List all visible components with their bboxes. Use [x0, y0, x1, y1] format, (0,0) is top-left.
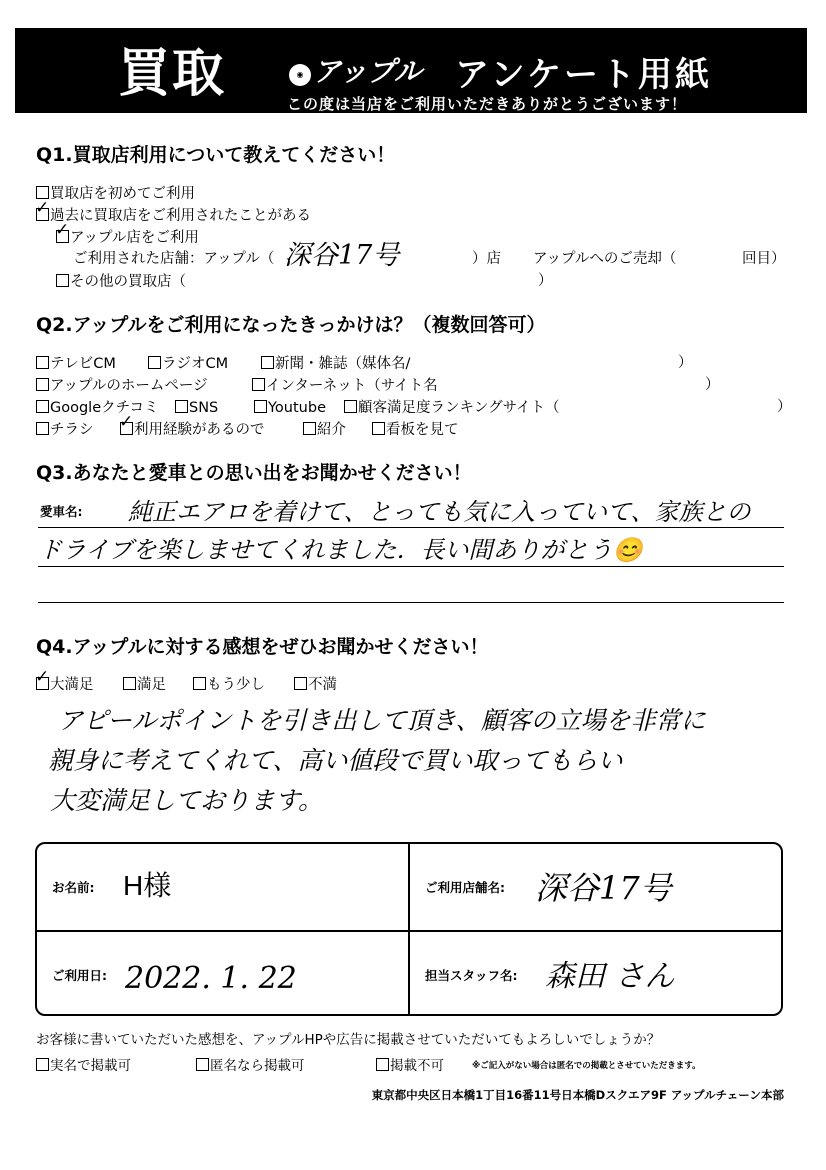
- store-name-label: ご利用店舗名:: [425, 880, 505, 895]
- kaitori-logo: 買取: [118, 44, 227, 104]
- q1-opt-apple[interactable]: ✓アップル店をご利用: [56, 230, 199, 246]
- apple-logo-icon: ◉: [289, 64, 311, 86]
- staff-value[interactable]: 森田 さん: [545, 959, 675, 994]
- paren-close: ）: [678, 355, 693, 371]
- q4-answer-line2[interactable]: 親身に考えてくれて、高い値段で買い取ってもらい: [48, 746, 623, 775]
- q2-opt-referral[interactable]: 紹介: [303, 422, 346, 438]
- consent-anonymous[interactable]: 匿名なら掲載可: [196, 1058, 305, 1074]
- checkbox[interactable]: [252, 378, 265, 391]
- table-divider-vertical: [408, 844, 410, 1014]
- form-subtitle: この度は当店をご利用いただきありがとうございます！: [287, 95, 688, 113]
- q2-opt-homepage[interactable]: アップルのホームページ: [36, 378, 208, 394]
- paren-close: ）: [705, 377, 720, 393]
- consent-note: ※ご記入がない場合は匿名での掲載とさせていただきます。: [472, 1061, 701, 1071]
- q4-title: Q4.アップルに対する感想をぜひお聞かせください！: [36, 636, 489, 658]
- q2-opt-google[interactable]: Googleクチコミ: [36, 400, 159, 416]
- q1-store-suffix: ）店: [472, 251, 501, 267]
- date-value[interactable]: 2022. 1. 22: [125, 961, 297, 996]
- checkbox[interactable]: [344, 400, 357, 413]
- q2-opt-youtube[interactable]: Youtube: [254, 400, 326, 416]
- q3-line2-rule: [38, 566, 784, 567]
- q4-opt-unsatisfied[interactable]: 不満: [294, 677, 337, 693]
- customer-info-table: [35, 842, 783, 1016]
- checkbox[interactable]: [261, 356, 274, 369]
- q2-opt-signboard[interactable]: 看板を見て: [372, 422, 459, 438]
- q3-answer-line2[interactable]: ドライブを楽しませてくれました．長い間ありがとう😊: [38, 536, 643, 564]
- checkbox[interactable]: [294, 677, 307, 690]
- q2-opt-ranking[interactable]: 顧客満足度ランキングサイト（: [344, 400, 560, 416]
- checkbox[interactable]: [56, 274, 69, 287]
- name-value[interactable]: H様: [123, 870, 172, 901]
- apple-logo-text: アップル: [313, 55, 422, 88]
- checkbox-checked[interactable]: [36, 677, 49, 690]
- q3-line3-rule: [38, 602, 784, 603]
- q2-opt-experience[interactable]: ✓ 利用経験があるので: [120, 422, 265, 438]
- staff-label: 担当スタッフ名:: [425, 968, 518, 983]
- q2-title: Q2.アップルをご利用になったきっかけは？（複数回答可）: [36, 314, 546, 336]
- checkbox-checked[interactable]: [36, 208, 49, 221]
- q2-opt-sns[interactable]: SNS: [175, 400, 218, 416]
- date-label: ご利用日:: [52, 968, 107, 983]
- q2-opt-internet[interactable]: インターネット（サイト名: [252, 378, 438, 394]
- checkbox-checked[interactable]: [120, 422, 133, 435]
- consent-question: お客様に書いていただいた感想を、アップルHPや広告に掲載させていただいてもよろしいでしょうか？: [36, 1032, 661, 1048]
- footer-address: 東京都中央区日本橋1丁目16番11号日本橋Dスクエア9F アップルチェーン本部: [371, 1088, 784, 1102]
- q3-car-label: 愛車名:: [40, 504, 83, 519]
- checkbox[interactable]: [148, 356, 161, 369]
- checkbox[interactable]: [36, 356, 49, 369]
- table-divider-horizontal: [37, 930, 781, 932]
- q1-store-value[interactable]: 深谷17号: [284, 240, 400, 271]
- q2-opt-radio[interactable]: ラジオCM: [148, 356, 228, 372]
- q1-opt-first[interactable]: 買取店を初めてご利用: [36, 186, 195, 202]
- q4-answer-line1[interactable]: アピールポイントを引き出して頂き、顧客の立場を非常に: [58, 706, 706, 735]
- checkbox[interactable]: [36, 400, 49, 413]
- checkbox[interactable]: [372, 422, 385, 435]
- checkbox-checked[interactable]: [56, 230, 69, 243]
- q4-opt-a-little-more[interactable]: もう少し: [193, 677, 265, 693]
- q1-opt-before[interactable]: ✓過去に買取店をご利用されたことがある: [36, 208, 311, 224]
- header-banner: [15, 28, 807, 113]
- checkbox[interactable]: [303, 422, 316, 435]
- q1-opt-other[interactable]: その他の買取店（: [56, 274, 186, 290]
- consent-not-allowed[interactable]: 掲載不可: [376, 1058, 444, 1074]
- q2-opt-flyer[interactable]: チラシ: [36, 422, 94, 438]
- checkbox[interactable]: [36, 422, 49, 435]
- q1-store-label: ご利用された店舗：アップル（: [73, 251, 275, 267]
- q3-title: Q3.あなたと愛車との思い出をお聞かせください！: [36, 462, 472, 484]
- q1-sale-count-label: アップルへのご売却（: [533, 251, 677, 267]
- checkbox[interactable]: [193, 677, 206, 690]
- checkbox[interactable]: [254, 400, 267, 413]
- q2-opt-paper[interactable]: 新聞・雑誌（媒体名/: [261, 356, 410, 372]
- checkbox[interactable]: [196, 1058, 209, 1071]
- q4-opt-very-satisfied[interactable]: ✓大満足: [36, 677, 94, 693]
- checkbox[interactable]: [36, 378, 49, 391]
- checkbox[interactable]: [175, 400, 188, 413]
- checkbox[interactable]: [376, 1058, 389, 1071]
- q3-line1-rule: [38, 527, 784, 528]
- checkbox[interactable]: [123, 677, 136, 690]
- consent-real-name[interactable]: 実名で掲載可: [36, 1058, 131, 1074]
- form-title: アンケート用紙: [455, 55, 712, 95]
- q4-opt-satisfied[interactable]: 満足: [123, 677, 166, 693]
- q3-answer-line1[interactable]: 純正エアロを着けて、とっても気に入っていて、家族との: [128, 498, 751, 526]
- q4-answer-line3[interactable]: 大変満足しております。: [50, 786, 324, 815]
- checkbox[interactable]: [36, 1058, 49, 1071]
- paren-close: ）: [777, 399, 792, 415]
- q2-opt-tv[interactable]: テレビCM: [36, 356, 116, 372]
- name-label: お名前:: [52, 880, 95, 895]
- store-name-value[interactable]: 深谷17号: [535, 869, 672, 907]
- q1-title: Q1.買取店利用について教えてください！: [36, 144, 396, 166]
- paren-close: ）: [538, 273, 553, 289]
- q1-sale-count-suffix: 回目）: [742, 251, 786, 267]
